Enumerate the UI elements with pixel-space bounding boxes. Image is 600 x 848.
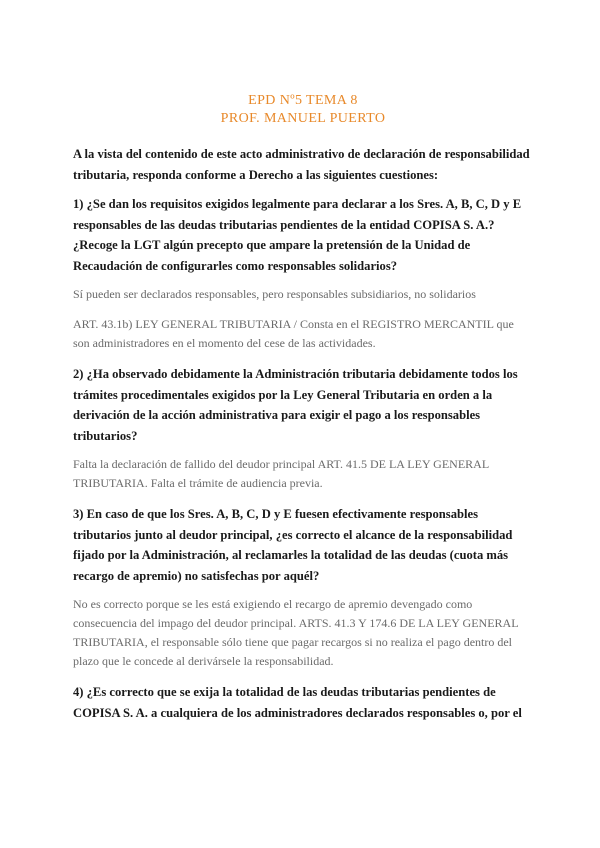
- intro-paragraph: A la vista del contenido de este acto administrativo de declaración de responsabilidad tributaria, responda conforme a Derecho a las siguientes cuestiones:: [73, 147, 530, 182]
- title-line-2: PROF. MANUEL PUERTO: [220, 111, 386, 126]
- answer-3: No es correcto porque se les está exigiendo el recargo de apremio devengado como consecuencia del impago del deudor principal. ARTS. 41.3 Y 174.6 DE LA LEY GENERAL TRIBUTARIA, el responsable sólo tiene que pagar recargos si no realiza el pago dentro del plazo que le concede al derivársele la responsabilidad.: [73, 597, 519, 668]
- document-page: [73, 92, 533, 732]
- answer-2: Falta la declaración de fallido del deudor principal ART. 41.5 DE LA LEY GENERAL TRIBUTARIA. Falta el trámite de audiencia previa.: [73, 457, 489, 490]
- answer-1b: ART. 43.1b) LEY GENERAL TRIBUTARIA / Consta en el REGISTRO MERCANTIL que son administradores en el momento del cese de las actividades.: [73, 317, 514, 350]
- question-2: 2) ¿Ha observado debidamente la Administración tributaria debidamente todos los trámites procedimentales exigidos por la Ley General Tributaria en orden a la derivación de la acción administrativa para exigir el pago a los responsables tributarios?: [73, 367, 518, 443]
- question-4: 4) ¿Es correcto que se exija la totalidad de las deudas tributarias pendientes de COPISA S. A. a cualquiera de los administradores declarados responsables o, por el: [73, 685, 522, 720]
- question-1: 1) ¿Se dan los requisitos exigidos legalmente para declarar a los Sres. A, B, C, D y E responsables de las deudas tributarias pendientes de la entidad COPISA S. A.? ¿Recoge la LGT algún precepto que ampare la pretensión de la Unidad de Recaudación de configurarles como responsables solidarios?: [73, 197, 522, 273]
- title-line-1: EPD Nº5 TEMA 8: [248, 93, 358, 108]
- question-3: 3) En caso de que los Sres. A, B, C, D y E fuesen efectivamente responsables tributarios junto al deudor principal, ¿es correcto el alcance de la responsabilidad fijado por la Administración, al reclamarles la totalidad de las deudas (cuota más recargo de apremio) no satisfechas por aquél?: [73, 507, 513, 583]
- document-title: [73, 92, 533, 128]
- answer-1a: Sí pueden ser declarados responsables, pero responsables subsidiarios, no solidarios: [73, 287, 476, 301]
